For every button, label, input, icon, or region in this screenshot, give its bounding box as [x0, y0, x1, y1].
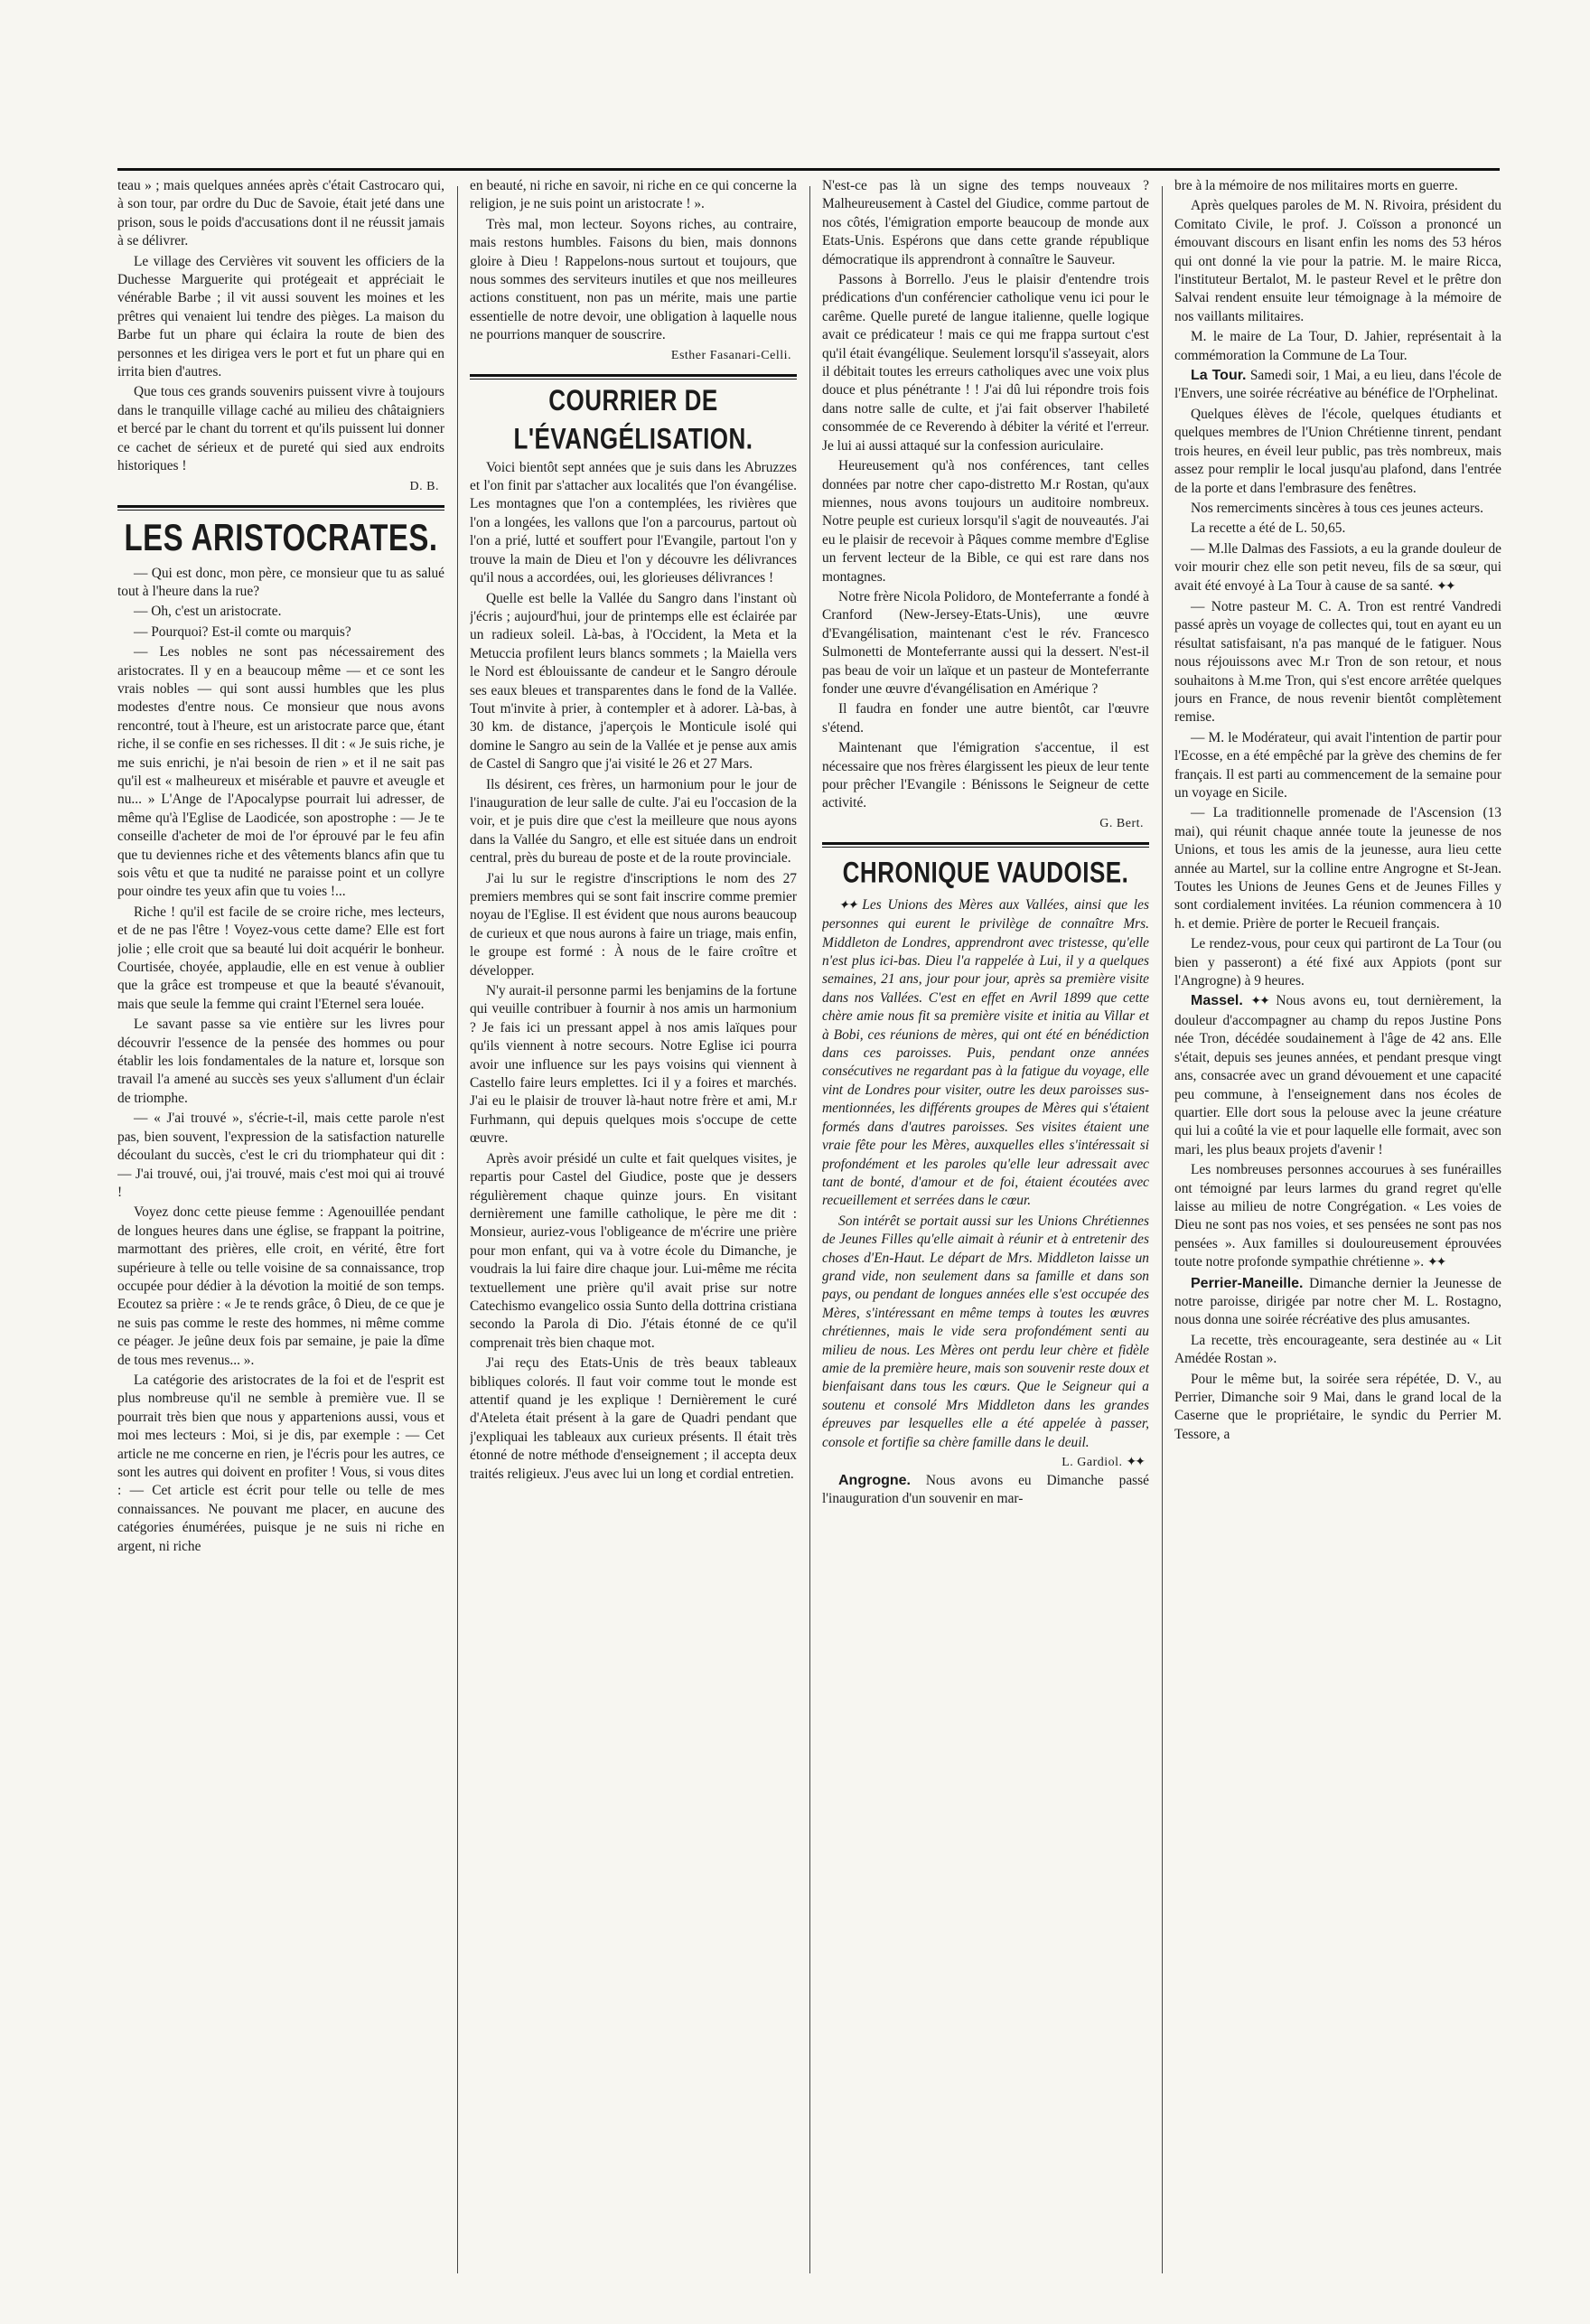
- section-rule: [117, 510, 444, 511]
- paragraph: La recette a été de L. 50,65.: [1191, 520, 1346, 537]
- paragraph: J'ai lu sur le registre d'inscriptions le nom des 27 premiers membres qui se sont fait inscrire comme premier noyau de l'Eglise. Il est évident que nous aurons beaucoup de curieux et que nous aurons à faire un triage, mais enfin, le groupe est formé : À nous de le faire croître et développer.: [470, 870, 797, 979]
- section-lead: Perrier-Maneille.: [1191, 1275, 1304, 1291]
- paragraph: Quelques élèves de l'école, quelques étudiants et quelques membres de l'Union Chrétienne tinrent, pendant trois heures, en éveil leur public, pas très nombreux, mais assez pour remplir le local jusqu'au plafond, dans l'entrée de la porte et dans l'embrasure des fenêtres.: [1174, 406, 1501, 496]
- paragraph-text: — M.lle Dalmas des Fassiots, a eu la grande douleur de voir mourir chez elle son petit neveu, fils de sa sœur, qui avait été envoyé à La Tour à cause de sa santé.: [1174, 540, 1501, 594]
- paragraph: Il faudra en fonder une autre bientôt, car l'œuvre s'étend.: [822, 701, 1149, 736]
- paragraph: Pour le même but, la soirée sera répétée, D. V., au Perrier, Dimanche soir 9 Mai, dans le grand local de la Caserne que le propriétaire, le syndic du Perrier M. Tessore, a: [1174, 1371, 1501, 1442]
- section-rule: [822, 842, 1149, 845]
- paragraph: [822, 1472, 1149, 1509]
- paragraph: Passons à Borrello. J'eus le plaisir d'entendre trois prédications d'un conférencier catholique venu ici pour le carême. Quelle pureté de langue italienne, quelle logique avait ce prédicateur ! mais ce qui me frappa surtout c'est qu'il était évangélique. Seulement lorsqu'il s'asseyait, alors il débitait toutes les erreurs catholiques avec une voix plus douce et plus pénétrante ! ! J'ai dû lui répondre trois fois dans notre salle de culte, et j'ai fait observer l'habileté consommée de ce Reverendo à débiter la vérité et l'erreur. Je lui ai aussi attaqué sur la confession auriculaire.: [822, 272, 1149, 454]
- paragraph: — Oh, c'est un aristocrate.: [134, 604, 282, 620]
- paragraph: [822, 896, 1149, 1211]
- paragraph: — « J'ai trouvé », s'écrie-t-il, mais cette parole n'est pas, bien souvent, l'expression de la satisfaction naturelle découlant du succès, c'est le cri du triomphateur qui dit : — J'ai trouvé, oui, j'ai trouvé, mais c'est moi qui ai trouvé !: [117, 1110, 444, 1200]
- paragraph: Après avoir présidé un culte et fait quelques visites, je repartis pour Castel del Giudice, poste que je dessers régulièrement chaque quinze jours. En visitant dernièrement une famille catholique, le père me dit : Monsieur, auriez-vous l'obligeance de m'écrire une prière pour mon enfant, qui va à votre école du Dimanche, je voudrais la lui faire dire chaque jour. Lui-même me récita textuellement une prière qu'il avait prise sur notre Catechismo evangelico ossia Sunto della dottrina cristiana secondo la Parola di Dio. J'étais étonné de ce qu'il comprenait très bien chaque mot.: [470, 1150, 797, 1351]
- paragraph-text: Nous avons eu Dimanche passé l'inauguration d'un souvenir en mar-: [822, 1473, 1149, 1507]
- column-1: [117, 177, 444, 2282]
- section-rule: [470, 379, 797, 380]
- paragraph: — Les nobles ne sont pas nécessairement des aristocrates. Il y en a beaucoup même — et ce sont les vrais nobles — qui sont aussi humbles que les plus modestes d'entre nous. Ce monsieur que nous avons rencontré, tout à l'heure, est un aristocrate parce que, étant riche, il se confie en ses richesses. Il dit : « Je suis riche, je me suis enrichi, je n'ai besoin de rien » et il ne sait pas qu'il est « malheureux et misérable et pauvre et aveugle et nu... » L'Ange de l'Apocalypse pourrait lui adresser, de même qu'à l'Eglise de Laodicée, son apostrophe : — Je te conseille d'acheter de moi de l'or éprouvé par le feu afin que tu deviennes riche et des vêtements blancs afin que tu sois vêtu et que ta nudité ne paraisse point et un collyre pour oindre tes yeux afin que tu voies !...: [117, 644, 444, 900]
- paragraph: La catégorie des aristocrates de la foi et de l'esprit est plus nombreuse qu'il ne semble à première vue. Il se pourrait très bien que nous y appartenions aussi, vous et moi mes lecteurs : Moi, si je dis, par exemple : — Cet article ne me concerne en rien, je l'écris pour les autres, ce sont les autres qui doivent en profiter ! Vous, si vous dites : — Cet article est écrit pour telle ou telle de mes connaissances. Ne pouvant me placer, en aucune des catégories énumérées, puisque je ne suis ni riche en argent, ni riche: [117, 1372, 444, 1554]
- paragraph: Voici bientôt sept années que je suis dans les Abruzzes et l'on finit par s'attacher aux localités que l'on évangélise. Les montagnes que l'on a contemplées, les rivières que l'on a longées, les vallons que l'on a parcourus, partout où l'on a prié, lutté et souffert pour l'Evangile, partout l'on y trouve la main de Dieu et l'on y découvre les délivrances qu'il nous a accordées, oui, les glorieuses délivrances !: [470, 459, 797, 586]
- signature: [822, 1454, 1144, 1472]
- diamond-ornament-icon: ✦✦: [1250, 995, 1268, 1009]
- paragraph: Nos remerciments sincères à tous ces jeunes acteurs.: [1191, 500, 1483, 516]
- section-rule: [822, 847, 1149, 848]
- paragraph-text: Les nombreuses personnes accourues à ses funérailles ont témoigné par leurs larmes du grand regret qu'elle laisse au milieu de notre Congrégation. « Les voies de Dieu ne sont pas nos voies, et ses pensées ne sont pas nos pensées ». Aux familles si douloureusement éprouvées toute notre profonde sympathie chrétienne ».: [1174, 1162, 1501, 1270]
- paragraph: Après quelques paroles de M. N. Rivoira, président du Comitato Civile, le prof. J. Coïsson a prononcé un émouvant discours en lisant enfin les noms des 53 héros qui ont donné la vie pour la patrie. M. le maire Ricca, l'instituteur Bertalot, M. le pasteur Revel et le prêtre don Salvai rendent ensuite leur témoignage à la mémoire de nos vaillants militaires.: [1174, 198, 1501, 324]
- paragraph: bre à la mémoire de nos militaires morts en guerre.: [1174, 178, 1458, 193]
- article-heading: LES ARISTOCRATES.: [124, 515, 438, 558]
- diamond-ornament-icon: ✦✦: [1126, 1456, 1144, 1469]
- section-lead: Massel.: [1191, 993, 1243, 1009]
- column-divider: [457, 186, 458, 2273]
- paragraph-text: Samedi soir, 1 Mai, a eu lieu, dans l'école de l'Envers, une soirée récréative au bénéfice de l'Orphelinat.: [1174, 368, 1501, 402]
- diamond-ornament-icon: ✦✦: [838, 898, 856, 913]
- paragraph: — M. le Modérateur, qui avait l'intention de partir pour l'Ecosse, en a été empêché par la grève des chemins de fer français. Il est parti au commencement de la semaine pour un voyage en Sicile.: [1174, 729, 1501, 801]
- paragraph: Voyez donc cette pieuse femme : Agenouillée pendant de longues heures dans une église, se frappant la poitrine, marmottant des prières, elle croit, en vérité, être fort supérieure à telle ou telle voisine de sa connaissance, trop occupée pour dédier à la dévotion la moitié de son temps. Ecoutez sa prière : « Je te rends grâce, ô Dieu, de ce que je ne suis pas comme le reste des hommes, ni même comme ce péager. Je jeûne deux fois par semaine, je paie la dîme de tous mes revenus... ».: [117, 1204, 444, 1368]
- column-3: [822, 177, 1149, 2282]
- paragraph: Que tous ces grands souvenirs puissent vivre à toujours dans le tranquille village caché au milieu des châtaigniers et bercé par le chant du torrent et qu'ils puissent lui donner ce cachet de sérieux et de pureté qui sied aux endroits historiques !: [117, 384, 444, 474]
- paragraph: — La traditionnelle promenade de l'Ascension (13 mai), qui réunit chaque année toute la jeunesse de nos Unions, et tous les amis de la jeunesse, aura lieu cette année au Martel, sur la colline entre Angrogne et St-Jean. Toutes les Unions de Jeunes Gens et de Jeunes Filles y sont cordialement invitées. La réunion commencera à 10 h. et demie. Prière de porter le Recueil français.: [1174, 805, 1501, 932]
- paragraph: Notre frère Nicola Polidoro, de Monteferrante a fondé à Cranford (New-Jersey-Etats-Unis), une œuvre d'Evangélisation, maintenant c'est le rév. Francesco Sulmonetti de Monteferrante aussi qui la dessert. N'est-il pas beau de voir un laïque et un pasteur de Monteferrante fonder une œuvre d'évangélisation en Amérique ?: [822, 588, 1149, 697]
- column-divider: [1162, 186, 1163, 2273]
- paragraph: Le village des Cervières vit souvent les officiers de la Duchesse Marguerite qui protégeait et appréciait le vénérable Barbe ; il vit aussi souvent les moines et les prêtres qui venaient lui tendre des pièges. La maison du Barbe fut un phare qui éclaira la route de bien des personnes et les dirigea vers le port et fut un phare qui en irrita bien d'autres.: [117, 253, 444, 380]
- paragraph: Quelle est belle la Vallée du Sangro dans l'instant où j'écris ; aujourd'hui, jour de printemps elle est éclairée par un radieux soleil. Là-bas, à l'Occident, la Meta et la Metuccia profilent leurs blancs sommets ; la Maiella vers le Nord est éblouissante de candeur et le Sangro déroule ses eaux bleues et transparentes dans le fond de la Vallée. Tout m'invite à prier, à contempler et à adorer. Là-bas, à 30 km. de distance, j'aperçois le Monticule isolé qui domine le Sangro au sein de la Vallée et je pense aux amis de Castel di Sangro que j'ai visité le 26 et 27 Mars.: [470, 590, 797, 773]
- paragraph: — Pourquoi? Est-il comte ou marquis?: [134, 623, 351, 640]
- paragraph-text: Dimanche dernier la Jeunesse de notre paroisse, dirigée par notre cher M. L. Rostagno, nous donna une soirée récréative des plus amusantes.: [1174, 1275, 1501, 1328]
- signature: G. Bert.: [1099, 816, 1144, 830]
- paragraph: [1174, 367, 1501, 404]
- paragraph: Heureusement qu'à nos conférences, tant celles données par notre cher capo-distretto M.r Rostan, qu'aux miennes, nous avons toujours un auditoire nombreux. Notre peuple est curieux lorsqu'il s'agit de nouveautés. J'ai eu le plaisir de recevoir à Pâques comme membre d'Eglise un fervent lecteur de la Bible, ce qui est rare dans nos montagnes.: [822, 458, 1149, 585]
- paragraph: Le rendez-vous, pour ceux qui partiront de La Tour (ou bien y passeront) a été fixé aux Appiots (pont sur l'Angrogne) à 9 heures.: [1174, 936, 1501, 989]
- paragraph-text: Les Unions des Mères aux Vallées, ainsi que les personnes qui eurent le privilège de connaître Mrs. Middleton de Londres, apprendront avec tristesse, qu'elle n'est plus ici-bas. Dieu l'a rappelée à Lui, il y a quelques semaines, 21 ans, jour pour jour, après sa première visite dans nos Vallées. C'est en effet en Avril 1899 que cette chère amie nous fit sa première visite et initia au Villar et à Bobi, ces réunions de mères, qui ont été en bénédiction dans ces paroisses. Puis, pendant onze années consécutives ne regardant pas à la fatigue du voyage, elle vint de Londres pour visiter, outre les deux paroisses sus-mentionnées, les différents groupes de Mères qui s'étaient formés dans d'autres paroisses. Ses visites étaient une vraie fête pour les Mères, auxquelles elles s'intéressait si profondément et les paroles qu'elle leur adressait avec tant de bonté, d'amour et de foi, étaient écoutées avec recueillement et serrées dans le cœur.: [822, 896, 1149, 1209]
- top-rule: [117, 168, 1500, 171]
- paragraph: [1174, 1275, 1501, 1330]
- paragraph: N'est-ce pas là un signe des temps nouveaux ? Malheureusement à Castel del Giudice, comme partout de nos côtés, l'émigration emporte beaucoup de monde aux Etats-Unis. Espérons que dans cette grande république démocratique ils apprendront à connaître le Sauveur.: [822, 178, 1149, 267]
- paragraph: M. le maire de La Tour, D. Jahier, représentait à la commémoration la Commune de La Tour.: [1174, 329, 1501, 363]
- article-heading: CHRONIQUE VAUDOISE.: [842, 855, 1129, 889]
- paragraph: en beauté, ni riche en savoir, ni riche en ce qui concerne la religion, je ne suis point un aristocrate ! ».: [470, 178, 797, 212]
- paragraph: [1174, 1161, 1501, 1272]
- columns: [117, 177, 1500, 2291]
- paragraph: [1174, 540, 1501, 596]
- paragraph: N'y aurait-il personne parmi les benjamins de la fortune qui veuille contribuer à fournir à nos amis un harmonium ? Je fais ici un pressant appel à nos amis laïques pour qu'ils viennent à notre secours. Notre Eglise ici pourra avoir une influence sur les pays voisins qui viennent à Castello faire leurs emplettes. Ici il y a foires et marchés. J'ai eu le plaisir de trouver là-haut notre frère et ami, M.r Furhmann, qui depuis quelques mois s'occupe de cette œuvre.: [470, 983, 797, 1147]
- newspaper-page: [117, 168, 1500, 2301]
- paragraph: — Qui est donc, mon père, ce monsieur que tu as salué tout à l'heure dans la rue?: [117, 565, 444, 599]
- column-divider: [809, 186, 810, 2273]
- paragraph: Ils désirent, ces frères, un harmonium pour le jour de l'inauguration de leur salle de culte. J'ai eu l'occasion de la voir, et je puis dire que c'est la meilleure que nous ayons dans la Vallée du Sangro, et elle est située dans un endroit central, près du bureau de poste et de la route provinciale.: [470, 776, 797, 867]
- section-lead: La Tour.: [1191, 368, 1247, 384]
- paragraph: Très mal, mon lecteur. Soyons riches, au contraire, mais restons humbles. Faisons du bien, mais donnons gloire à Dieu ! Rappelons-nous surtout et toujours, que nous sommes des serviteurs inutiles et que nos meilleures actions constituent, non pas un mérite, mais une partie essentielle de notre devoir, une obligation à laquelle nous ne pourrions manquer de souscrire.: [470, 216, 797, 343]
- paragraph: teau » ; mais quelques années après c'était Castrocaro qui, à son tour, par ordre du Duc de Savoie, était jeté dans une prison, sous le poids d'accusations dont il ne réussit jamais à se délivrer.: [117, 178, 444, 249]
- paragraph-text: Nous avons eu, tout dernièrement, la douleur d'accompagner au champ du repos Justine Pons née Tron, décédée soudainement à l'âge de 42 ans. Elle s'était, depuis ses jeunes années, et pendant presque vingt ans, consacrée avec un grand dévouement et une capacité peu commune, à l'enseignement dans nos écoles de quartier. Elle dort sous la pelouse avec la jeune créature qui lui a coûté la vie et pour laquelle elle formait, avec son mari, les plus beaux projets d'avenir !: [1174, 993, 1501, 1157]
- paragraph: [1174, 992, 1501, 1159]
- signature-text: L. Gardiol.: [1062, 1456, 1123, 1469]
- paragraph: Maintenant que l'émigration s'accentue, il est nécessaire que nos frères élargissent les pieux de leur tente pour prêcher l'Evangile : Bénissons le Seigneur de cette activité.: [822, 740, 1149, 811]
- diamond-ornament-icon: ✦✦: [1436, 579, 1454, 594]
- column-2: [470, 177, 797, 2282]
- diamond-ornament-icon: ✦✦: [1426, 1256, 1445, 1270]
- paragraph: Son intérêt se portait aussi sur les Unions Chrétiennes de Jeunes Filles qu'elle aimait à réunir et à entretenir des choses d'En-Haut. Le départ de Mrs. Middleton laisse un grand vide, non seulement dans sa famille et dans son pays, ou pendant de longues années elle s'est occupée des Mères, s'intéressant en même temps à toutes les œuvres chrétiennes, mais le vide sera profondément senti au milieu de nous. Les Mères ont perdu leur chère et fidèle amie de la première heure, mais son souvenir reste doux et bienfaisant dans tous les cœurs. Que le Seigneur qui a soutenu et consolé Mrs Middleton dans les grandes épreuves par lesquelles elle a été appelée à passer, console et fortifie sa chère famille dans le deuil.: [822, 1213, 1149, 1450]
- paragraph: J'ai reçu des Etats-Unis de très beaux tableaux bibliques colorés. Il faut voir comme tout le monde est attentif quand je les explique ! Dernièrement le curé d'Ateleta était présent à la gare de Quadri pendant que j'expliquai les tableaux aux curieux présents. Il était très étonné de notre méthode d'enseignement ; il accepta deux traités religieux. J'eus avec lui un long et cordial entretien.: [470, 1355, 797, 1482]
- section-rule: [470, 374, 797, 377]
- paragraph: Le savant passe sa vie entière sur les livres pour découvrir l'essence de la pensée des hommes ou pour établir les lois fondamentales de la nature et, lorsque son travail l'a amené au succès ses yeux s'allument d'un éclair de triomphe.: [117, 1017, 444, 1106]
- signature: D. B.: [409, 479, 439, 493]
- article-heading: COURRIER DE L'ÉVANGÉLISATION.: [513, 382, 753, 455]
- paragraph: — Notre pasteur M. C. A. Tron est rentré Vandredi passé après un voyage de collectes qui, tout en ayant eu un résultat satisfaisant, n'a pas manqué de le fatiguer. Nous nous réjouissons avec M.r Tron de son retour, et nous souhaitons à M.me Tron, qui s'est encore arrêtée quelques jours en France, de nous revenir bientôt complètement remise.: [1174, 598, 1501, 726]
- signature: Esther Fasanari-Celli.: [670, 348, 791, 362]
- section-lead: Angrogne.: [838, 1473, 911, 1488]
- paragraph: La recette, très encourageante, sera destinée au « Lit Amédée Rostan ».: [1174, 1332, 1501, 1367]
- column-4: [1174, 177, 1501, 2282]
- section-rule: [117, 505, 444, 508]
- paragraph: Riche ! qu'il est facile de se croire riche, mes lecteurs, et de ne pas l'être ! Voyez-vous cette dame? Elle est fort jolie ; elle croit que sa beauté lui doit acquérir le bonheur. Courtisée, choyée, applaudie, elle en est venue à oublier que la grâce est trompeuse et que la beauté s'évanouit, mais que seule la femme qui craint l'Eternel sera louée.: [117, 904, 444, 1012]
